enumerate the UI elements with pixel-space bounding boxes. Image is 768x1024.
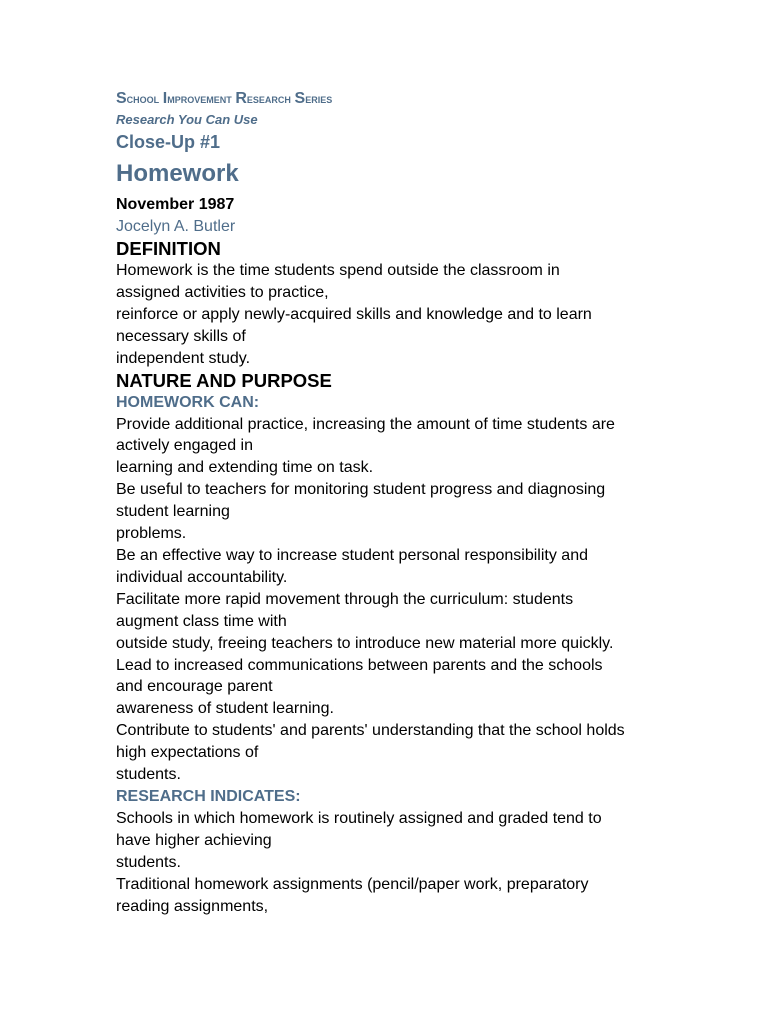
text-line: actively engaged in bbox=[116, 437, 253, 455]
text-line: augment class time with bbox=[116, 612, 287, 630]
text-line: Lead to increased communications between parents and the schools bbox=[116, 656, 603, 674]
text-line: Homework is the time students spend outside the classroom in bbox=[116, 262, 560, 279]
text-line: reinforce or apply newly-acquired skills and knowledge and to learn bbox=[116, 305, 592, 323]
series-initial: R bbox=[235, 90, 247, 107]
text-line: necessary skills of bbox=[116, 327, 246, 345]
text-line: students. bbox=[116, 766, 181, 784]
series-word-rest: esearch bbox=[246, 91, 295, 106]
page-title: Homework bbox=[116, 160, 239, 187]
series-subtitle: Research You Can Use bbox=[116, 112, 258, 127]
text-line: reading assignments, bbox=[116, 897, 269, 915]
homework-can-body bbox=[116, 414, 716, 786]
text-line: outside study, freeing teachers to introduce new material more quickly. bbox=[116, 634, 614, 652]
text-line: Be useful to teachers for monitoring student progress and diagnosing bbox=[116, 481, 606, 499]
text-line: problems. bbox=[116, 525, 187, 543]
series-initial: S bbox=[294, 90, 306, 107]
text-line: Facilitate more rapid movement through the curriculum: students bbox=[116, 590, 574, 608]
text-line: independent study. bbox=[116, 349, 251, 367]
text-line: student learning bbox=[116, 503, 230, 521]
series-initial: I bbox=[162, 90, 168, 107]
text-line: learning and extending time on task. bbox=[116, 459, 374, 477]
text-line: students. bbox=[116, 853, 181, 871]
text-line: Schools in which homework is routinely assigned and graded tend to bbox=[116, 809, 602, 827]
text-line: and encourage parent bbox=[116, 678, 273, 696]
text-line: high expectations of bbox=[116, 744, 259, 762]
text-line: individual accountability. bbox=[116, 568, 288, 586]
series-word-rest: chool bbox=[126, 91, 163, 106]
text-line: have higher achieving bbox=[116, 831, 272, 849]
series-title bbox=[116, 88, 716, 110]
author-name: Jocelyn A. Butler bbox=[116, 218, 236, 235]
nature-purpose-heading: NATURE AND PURPOSE bbox=[116, 369, 332, 391]
homework-can-subheading: HOMEWORK CAN: bbox=[116, 393, 260, 411]
publication-date: November 1987 bbox=[116, 196, 235, 213]
series-initial: S bbox=[116, 90, 127, 107]
text-line: assigned activities to practice, bbox=[116, 283, 329, 301]
text-line: Be an effective way to increase student personal responsibility and bbox=[116, 546, 588, 564]
research-indicates-body bbox=[116, 808, 716, 918]
text-line: Contribute to students' and parents' understanding that the school holds bbox=[116, 722, 625, 740]
text-line: Traditional homework assignments (pencil/paper work, preparatory bbox=[116, 875, 589, 893]
research-indicates-subheading: RESEARCH INDICATES: bbox=[116, 787, 301, 805]
series-word-rest: mprovement bbox=[167, 91, 236, 106]
series-word-rest: eries bbox=[305, 91, 333, 106]
document-page bbox=[116, 88, 716, 917]
definition-body bbox=[116, 260, 716, 370]
definition-heading: DEFINITION bbox=[116, 238, 221, 259]
text-line: awareness of student learning. bbox=[116, 700, 334, 718]
text-line: Provide additional practice, increasing the amount of time students are bbox=[116, 415, 615, 433]
closeup-number: Close-Up #1 bbox=[116, 132, 221, 152]
